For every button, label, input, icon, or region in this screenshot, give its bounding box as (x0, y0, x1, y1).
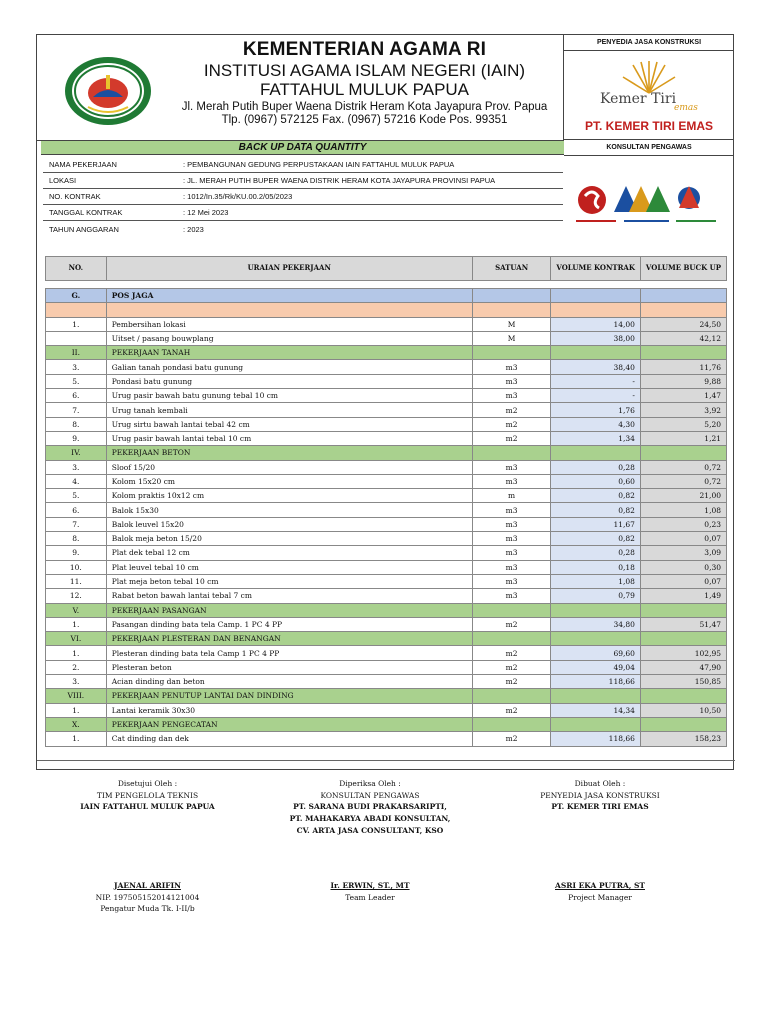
cell-no: 8. (46, 417, 107, 431)
quantity-table (45, 256, 727, 747)
cell-vol-buckup: 10,50 (640, 703, 726, 717)
info-key: TAHUN ANGGARAN (49, 224, 119, 234)
cell-vk (551, 346, 641, 360)
table-row (46, 331, 727, 345)
cell-vol-buckup: 47,90 (640, 660, 726, 674)
cell-satuan (472, 717, 551, 731)
cell-uraian: PEKERJAAN PENGECATAN (106, 717, 472, 731)
info-key: LOKASI (49, 176, 77, 185)
cell-vol-buckup: 158,23 (640, 732, 726, 746)
table-group-row (46, 289, 727, 303)
info-key: NO. KONTRAK (49, 192, 101, 201)
cell-vol-kontrak: 1,08 (551, 574, 641, 588)
cell-uraian: Urug tanah kembali (106, 403, 472, 417)
iain-logo-icon (63, 55, 153, 127)
cell-uraian: Galian tanah pondasi batu gunung (106, 360, 472, 374)
cell-vk (551, 303, 641, 317)
ministry-name: KEMENTERIAN AGAMA RI (242, 39, 487, 60)
cell-satuan: m3 (472, 589, 551, 603)
table-row (46, 589, 727, 603)
table-row (46, 703, 727, 717)
cell-uraian: PEKERJAAN PENUTUP LANTAI DAN DINDING (106, 689, 472, 703)
signature-prepared (520, 778, 680, 903)
cell-no: 1. (46, 646, 107, 660)
cell-vol-kontrak: 14,00 (551, 317, 641, 331)
table-row (46, 503, 727, 517)
cell-vol-kontrak: 0,18 (551, 560, 641, 574)
cell-vb (640, 717, 726, 731)
info-value: : JL. MERAH PUTIH BUPER WAENA DISTRIK HERAM KOTA JAYAPURA PROVINSI PAPUA (183, 176, 496, 185)
cell-vol-buckup: 0,23 (640, 517, 726, 531)
cell-uraian: Balok 15x30 (106, 503, 472, 517)
cell-vk (551, 289, 641, 303)
project-info (43, 157, 563, 237)
institute-address: Jl. Merah Putih Buper Waena Distrik Heram Kota Jayapura Prov. Papua (181, 100, 548, 113)
table-section-row (46, 603, 727, 617)
table-row-blank (46, 303, 727, 317)
cell-vol-kontrak: 69,60 (551, 646, 641, 660)
cell-uraian: Kolom 15x20 cm (106, 474, 472, 488)
cell-no: X. (46, 717, 107, 731)
cell-vol-kontrak: 4,30 (551, 417, 641, 431)
table-section-row (46, 346, 727, 360)
cell-satuan: m2 (472, 431, 551, 445)
cell-uraian: Urug pasir bawah batu gunung tebal 10 cm (106, 389, 472, 403)
cell-vk (551, 446, 641, 460)
sig-checked-org1: PT. SARANA BUDI PRAKARSARIPTI, (293, 802, 447, 812)
cell-uraian (106, 303, 472, 317)
cell-vol-buckup: 0,72 (640, 474, 726, 488)
cell-vol-kontrak: 0,82 (551, 489, 641, 503)
cell-satuan: m3 (472, 389, 551, 403)
cell-vol-kontrak: 11,67 (551, 517, 641, 531)
cell-satuan: m2 (472, 660, 551, 674)
cell-no: 1. (46, 703, 107, 717)
cell-vol-buckup: 24,50 (640, 317, 726, 331)
cell-uraian: PEKERJAAN PLESTERAN DAN BENANGAN (106, 632, 472, 646)
cell-uraian: Pondasi batu gunung (106, 374, 472, 388)
cell-vol-kontrak: 49,04 (551, 660, 641, 674)
sig-prepared-org: PT. KEMER TIRI EMAS (551, 802, 649, 812)
cell-satuan: M (472, 331, 551, 345)
cell-no: 6. (46, 389, 107, 403)
institute-contact: Tlp. (0967) 572125 Fax. (0967) 57216 Kode Pos. 99351 (221, 114, 508, 127)
cell-vol-buckup: 0,30 (640, 560, 726, 574)
sig-checked-org2: PT. MAHAKARYA ABADI KONSULTAN, (289, 813, 451, 823)
cell-no: 1. (46, 732, 107, 746)
cell-vol-buckup: 42,12 (640, 331, 726, 345)
cell-vol-buckup: 3,09 (640, 546, 726, 560)
institution-block (167, 39, 562, 127)
table-header-row (46, 257, 727, 281)
cell-no: G. (46, 289, 107, 303)
cell-vk (551, 603, 641, 617)
cell-no: 7. (46, 517, 107, 531)
contractor-name: PT. KEMER TIRI EMAS (584, 119, 713, 133)
cell-vol-kontrak: 1,76 (551, 403, 641, 417)
contractor-logo-text: Kemer Tiri (600, 91, 677, 107)
cell-no: VI. (46, 632, 107, 646)
info-row (43, 173, 563, 189)
sig-checked-caption: Diperiksa Oleh : (339, 779, 401, 788)
cell-uraian: Uitset / pasang bouwplang (106, 331, 472, 345)
cell-no: 7. (46, 403, 107, 417)
cell-no (46, 303, 107, 317)
cell-vol-buckup: 102,95 (640, 646, 726, 660)
sig-checked-name: Ir. ERWIN, ST., MT (330, 881, 410, 891)
sig-approved-rank: Pengatur Muda Tk. I-II/b (100, 904, 195, 914)
cell-vol-kontrak: 38,00 (551, 331, 641, 345)
cell-uraian: PEKERJAAN BETON (106, 446, 472, 460)
cell-no: 11. (46, 574, 107, 588)
cell-satuan: m3 (472, 360, 551, 374)
cell-satuan: m2 (472, 732, 551, 746)
cell-vb (640, 632, 726, 646)
info-row (43, 189, 563, 205)
cell-no: 9. (46, 546, 107, 560)
cell-satuan: M (472, 317, 551, 331)
table-end-line (37, 760, 735, 761)
cell-no: V. (46, 603, 107, 617)
contractor-logo-subtext: emas (674, 103, 698, 113)
cell-no: 5. (46, 489, 107, 503)
signature-checked (270, 778, 470, 903)
cell-vol-buckup: 51,47 (640, 617, 726, 631)
cell-satuan: m (472, 489, 551, 503)
cell-no: 8. (46, 532, 107, 546)
table-row (46, 389, 727, 403)
info-value: : 12 Mei 2023 (183, 208, 229, 217)
cell-vol-buckup: 9,88 (640, 374, 726, 388)
cell-no: 2. (46, 660, 107, 674)
cell-no: 3. (46, 460, 107, 474)
cell-uraian: POS JAGA (106, 289, 472, 303)
page-title: BACK UP DATA QUANTITY (41, 141, 564, 155)
cell-vol-kontrak: 0,28 (551, 460, 641, 474)
table-row (46, 732, 727, 746)
cell-vb (640, 289, 726, 303)
sig-checked-org3: CV. ARTA JASA CONSULTANT, KSO (296, 825, 444, 835)
sig-checked-team: KONSULTAN PENGAWAS (320, 790, 420, 800)
cell-uraian: Sloof 15/20 (106, 460, 472, 474)
cell-uraian: Urug pasir bawah lantai tebal 10 cm (106, 431, 472, 445)
cell-uraian: Pasangan dinding bata tela Camp. 1 PC 4 PP (106, 617, 472, 631)
cell-uraian: Plat leuvel tebal 10 cm (106, 560, 472, 574)
cell-vol-buckup: 3,92 (640, 403, 726, 417)
cell-uraian: Acian dinding dan beton (106, 675, 472, 689)
cell-uraian: Plat meja beton tebal 10 cm (106, 574, 472, 588)
consultant-logos-icon (574, 178, 724, 228)
cell-vol-kontrak: 34,80 (551, 617, 641, 631)
cell-satuan: m3 (472, 517, 551, 531)
cell-vol-kontrak: 118,66 (551, 732, 641, 746)
table-row (46, 360, 727, 374)
col-vol-kontrak-header: VOLUME KONTRAK (551, 257, 641, 281)
info-row (43, 157, 563, 173)
cell-no: 6. (46, 503, 107, 517)
letterhead (37, 35, 564, 141)
cell-satuan (472, 446, 551, 460)
cell-satuan: m2 (472, 403, 551, 417)
cell-vol-kontrak: - (551, 374, 641, 388)
cell-uraian: Lantai keramik 30x30 (106, 703, 472, 717)
cell-satuan: m3 (472, 503, 551, 517)
sig-prepared-name: ASRI EKA PUTRA, ST (555, 880, 645, 890)
cell-no: 10. (46, 560, 107, 574)
cell-vol-kontrak: 0,82 (551, 503, 641, 517)
table-row (46, 574, 727, 588)
party-column (564, 35, 734, 247)
table-row (46, 403, 727, 417)
cell-no: 1. (46, 317, 107, 331)
cell-vol-kontrak: 0,82 (551, 532, 641, 546)
cell-satuan: m2 (472, 617, 551, 631)
cell-satuan: m3 (472, 460, 551, 474)
cell-vol-kontrak: 38,40 (551, 360, 641, 374)
institute-name: INSTITUSI AGAMA ISLAM NEGERI (IAIN) (203, 60, 526, 80)
cell-satuan (472, 632, 551, 646)
cell-no: 5. (46, 374, 107, 388)
cell-uraian: Balok meja beton 15/20 (106, 532, 472, 546)
cell-uraian: Plesteran dinding bata tela Camp 1 PC 4 PP (106, 646, 472, 660)
cell-vb (640, 303, 726, 317)
info-key: NAMA PEKERJAAN (49, 160, 117, 169)
cell-no: 4. (46, 474, 107, 488)
cell-satuan: m2 (472, 417, 551, 431)
table-row (46, 560, 727, 574)
cell-vol-buckup: 1,21 (640, 431, 726, 445)
cell-satuan: m3 (472, 474, 551, 488)
cell-vb (640, 603, 726, 617)
cell-satuan (472, 303, 551, 317)
document-page (36, 34, 734, 770)
cell-uraian: Pembersihan lokasi (106, 317, 472, 331)
col-uraian-header: URAIAN PEKERJAAN (106, 257, 472, 281)
table-row (46, 460, 727, 474)
contractor-logo-box (564, 51, 734, 140)
cell-no: 3. (46, 360, 107, 374)
info-row (43, 221, 563, 237)
cell-vol-kontrak: 0,28 (551, 546, 641, 560)
cell-vol-buckup: 1,47 (640, 389, 726, 403)
cell-uraian: Rabat beton bawah lantai tebal 7 cm (106, 589, 472, 603)
sig-approved-caption: Disetujui Oleh : (117, 779, 178, 788)
cell-no: 1. (46, 617, 107, 631)
table-row (46, 431, 727, 445)
table-row (46, 546, 727, 560)
institute-subname: FATTAHUL MULUK PAPUA (259, 80, 470, 100)
cell-no: VIII. (46, 689, 107, 703)
cell-vb (640, 446, 726, 460)
cell-satuan: m3 (472, 532, 551, 546)
cell-no: 9. (46, 431, 107, 445)
cell-vol-kontrak: 1,34 (551, 431, 641, 445)
spacer-row (46, 281, 727, 289)
sig-approved-org: IAIN FATTAHUL MULUK PAPUA (80, 802, 215, 812)
cell-satuan: m3 (472, 374, 551, 388)
info-row (43, 205, 563, 221)
table-row (46, 660, 727, 674)
cell-no (46, 331, 107, 345)
cell-vol-buckup: 1,49 (640, 589, 726, 603)
cell-uraian: Plesteran beton (106, 660, 472, 674)
cell-vol-buckup: 150,85 (640, 675, 726, 689)
signature-approved (60, 778, 235, 915)
table-section-row (46, 632, 727, 646)
cell-uraian: Balok leuvel 15x20 (106, 517, 472, 531)
cell-vol-buckup: 1,08 (640, 503, 726, 517)
cell-uraian: Cat dinding dan dek (106, 732, 472, 746)
cell-vol-kontrak: 0,60 (551, 474, 641, 488)
cell-vol-buckup: 0,07 (640, 532, 726, 546)
cell-uraian: Kolom praktis 10x12 cm (106, 489, 472, 503)
cell-satuan (472, 346, 551, 360)
cell-vol-buckup: 0,07 (640, 574, 726, 588)
cell-uraian: Urug sirtu bawah lantai tebal 42 cm (106, 417, 472, 431)
cell-vol-kontrak: 14,34 (551, 703, 641, 717)
info-value: : 1012/In.35/Rk/KU.00.2/05/2023 (183, 192, 293, 201)
col-satuan-header: SATUAN (472, 257, 551, 281)
consultant-logos (564, 156, 734, 246)
table-row (46, 474, 727, 488)
table-row (46, 675, 727, 689)
table-row (46, 532, 727, 546)
table-row (46, 617, 727, 631)
info-value: : 2023 (183, 224, 204, 234)
cell-vb (640, 346, 726, 360)
sig-approved-nip: NIP. 197505152014121004 (95, 892, 200, 902)
cell-vb (640, 689, 726, 703)
table-section-row (46, 717, 727, 731)
table-section-row (46, 446, 727, 460)
table-row (46, 489, 727, 503)
cell-satuan (472, 603, 551, 617)
cell-no: IV. (46, 446, 107, 460)
table-section-row (46, 689, 727, 703)
cell-vk (551, 632, 641, 646)
consultant-label: KONSULTAN PENGAWAS (564, 140, 734, 156)
cell-satuan: m2 (472, 675, 551, 689)
cell-satuan: m2 (472, 703, 551, 717)
cell-vk (551, 689, 641, 703)
sig-checked-role: Team Leader (345, 892, 395, 902)
sig-approved-name: JAENAL ARIFIN (114, 880, 181, 890)
info-value: : PEMBANGUNAN GEDUNG PERPUSTAKAAN IAIN FATTAHUL MULUK PAPUA (183, 160, 455, 169)
table-row (46, 317, 727, 331)
table-row (46, 646, 727, 660)
cell-vol-buckup: 0,72 (640, 460, 726, 474)
sig-prepared-role: Project Manager (568, 892, 632, 902)
cell-no: 3. (46, 675, 107, 689)
sig-approved-team: TIM PENGELOLA TEKNIS (96, 790, 199, 800)
cell-no: 12. (46, 589, 107, 603)
cell-satuan: m3 (472, 560, 551, 574)
contractor-label: PENYEDIA JASA KONSTRUKSI (564, 35, 734, 51)
cell-satuan: m3 (472, 546, 551, 560)
table-body (46, 281, 727, 747)
sig-prepared-team: PENYEDIA JASA KONSTRUKSI (540, 790, 660, 800)
table-row (46, 374, 727, 388)
col-no-header: NO. (46, 257, 107, 281)
info-key: TANGGAL KONTRAK (49, 208, 123, 217)
col-vol-buckup-header: VOLUME BUCK UP (640, 257, 726, 281)
cell-vk (551, 717, 641, 731)
cell-vol-kontrak: - (551, 389, 641, 403)
cell-uraian: PEKERJAAN TANAH (106, 346, 472, 360)
cell-satuan: m2 (472, 646, 551, 660)
cell-satuan: m3 (472, 574, 551, 588)
cell-vol-kontrak: 0,79 (551, 589, 641, 603)
table-row (46, 517, 727, 531)
sig-prepared-caption: Dibuat Oleh : (574, 779, 626, 788)
cell-vol-buckup: 21,00 (640, 489, 726, 503)
cell-vol-buckup: 5,20 (640, 417, 726, 431)
cell-satuan (472, 289, 551, 303)
cell-uraian: PEKERJAAN PASANGAN (106, 603, 472, 617)
cell-vol-kontrak: 118,66 (551, 675, 641, 689)
cell-satuan (472, 689, 551, 703)
cell-vol-buckup: 11,76 (640, 360, 726, 374)
cell-uraian: Plat dek tebal 12 cm (106, 546, 472, 560)
table-row (46, 417, 727, 431)
cell-no: II. (46, 346, 107, 360)
